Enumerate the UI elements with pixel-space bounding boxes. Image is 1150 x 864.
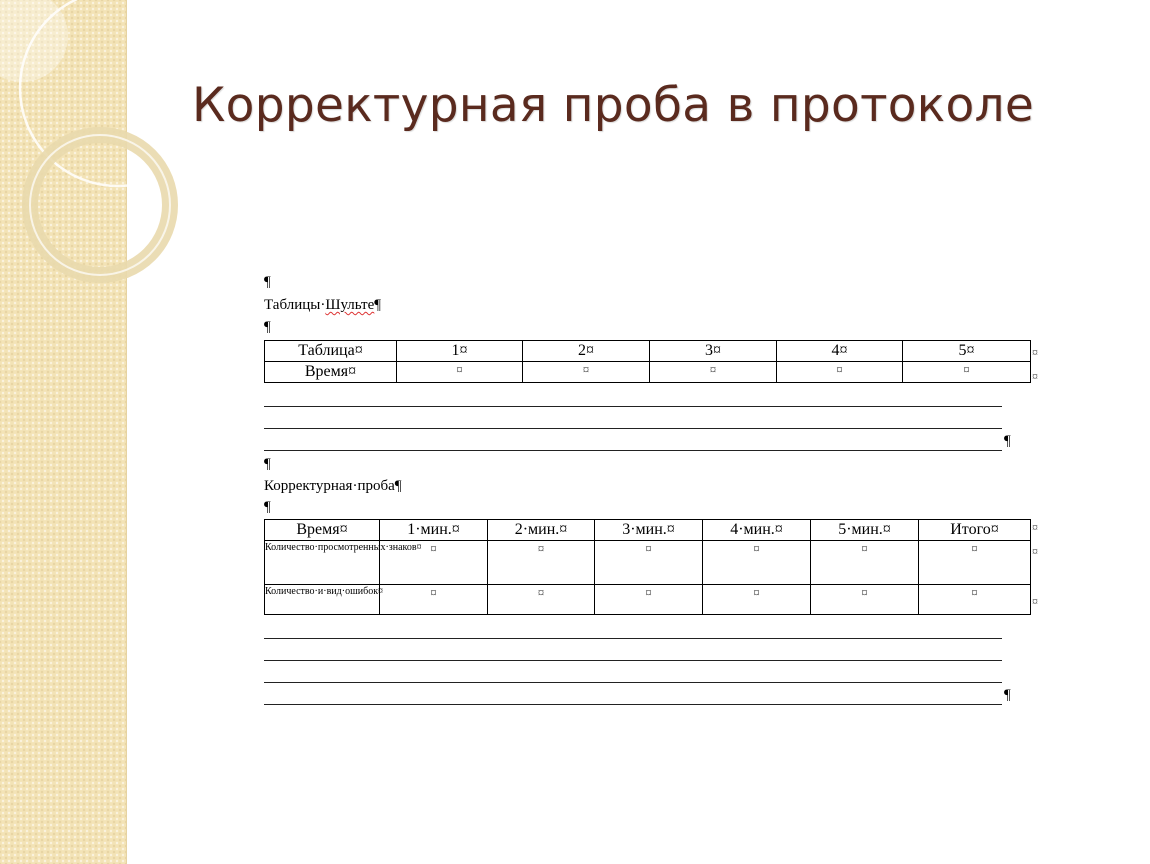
table-header-cell: 1·мин.¤ bbox=[380, 520, 488, 541]
table-cell: ¤ bbox=[523, 362, 650, 383]
writing-line bbox=[264, 450, 1002, 451]
table-cell: ¤ bbox=[595, 585, 703, 615]
table-row bbox=[265, 541, 1031, 585]
proof-heading: Корректурная·проба¶ bbox=[264, 478, 402, 494]
table-cell: ¤ bbox=[919, 585, 1031, 615]
table-cell: ¤ bbox=[919, 541, 1031, 585]
writing-line bbox=[264, 704, 1002, 705]
table-cell: ¤ bbox=[380, 585, 488, 615]
table-cell: ¤ bbox=[380, 541, 488, 585]
schulte-heading bbox=[264, 297, 381, 314]
pilcrow-mark: ¶ bbox=[264, 456, 271, 472]
table-row-label: Количество·и·вид·ошибок¤ bbox=[265, 585, 380, 615]
table-row bbox=[265, 585, 1031, 615]
table-cell: ¤ bbox=[903, 362, 1031, 383]
decorative-circles-icon bbox=[0, 0, 130, 300]
table-header-cell: Итого¤ bbox=[919, 520, 1031, 541]
pilcrow-mark: ¶ bbox=[1004, 687, 1011, 703]
table-header-cell: 3·мин.¤ bbox=[595, 520, 703, 541]
writing-line bbox=[264, 428, 1002, 429]
table-cell: ¤ bbox=[595, 541, 703, 585]
slide-title: Корректурная проба в протоколе bbox=[192, 78, 1035, 133]
pilcrow-mark: ¶ bbox=[264, 274, 271, 290]
writing-line bbox=[264, 682, 1002, 683]
schulte-table bbox=[264, 340, 1031, 383]
row-end-mark: ¤ bbox=[1032, 594, 1038, 608]
table-cell: ¤ bbox=[703, 585, 811, 615]
schulte-heading-suffix: ¶ bbox=[374, 297, 382, 313]
table-header-cell: 5¤ bbox=[903, 341, 1031, 362]
table-cell: ¤ bbox=[811, 541, 919, 585]
table-row bbox=[265, 362, 1031, 383]
table-header-cell: 4¤ bbox=[777, 341, 903, 362]
table-cell: ¤ bbox=[777, 362, 903, 383]
schulte-heading-prefix: Таблицы· bbox=[264, 297, 326, 313]
table-row-label: Количество·просмотренных·знаков¤ bbox=[265, 541, 380, 585]
writing-line bbox=[264, 660, 1002, 661]
table-header-cell: 2¤ bbox=[523, 341, 650, 362]
table-header-cell: 1¤ bbox=[397, 341, 523, 362]
table-cell: ¤ bbox=[488, 585, 595, 615]
row-end-mark: ¤ bbox=[1032, 520, 1038, 534]
table-header-cell: Таблица¤ bbox=[265, 341, 397, 362]
table-cell: ¤ bbox=[650, 362, 777, 383]
table-header-cell: 3¤ bbox=[650, 341, 777, 362]
table-row bbox=[265, 341, 1031, 362]
pilcrow-mark: ¶ bbox=[1004, 433, 1011, 449]
table-row-label: Время¤ bbox=[265, 362, 397, 383]
writing-line bbox=[264, 406, 1002, 407]
table-cell: ¤ bbox=[811, 585, 919, 615]
table-header-cell: Время¤ bbox=[265, 520, 380, 541]
pilcrow-mark: ¶ bbox=[264, 499, 271, 515]
proof-table bbox=[264, 519, 1031, 615]
table-cell: ¤ bbox=[488, 541, 595, 585]
table-row bbox=[265, 520, 1031, 541]
table-cell: ¤ bbox=[397, 362, 523, 383]
pilcrow-mark: ¶ bbox=[264, 319, 271, 335]
table-cell: ¤ bbox=[703, 541, 811, 585]
table-header-cell: 4·мин.¤ bbox=[703, 520, 811, 541]
row-end-mark: ¤ bbox=[1032, 345, 1038, 359]
row-end-mark: ¤ bbox=[1032, 369, 1038, 383]
table-header-cell: 5·мин.¤ bbox=[811, 520, 919, 541]
schulte-heading-name: Шульте bbox=[325, 297, 375, 313]
row-end-mark: ¤ bbox=[1032, 544, 1038, 558]
table-header-cell: 2·мин.¤ bbox=[488, 520, 595, 541]
writing-line bbox=[264, 638, 1002, 639]
